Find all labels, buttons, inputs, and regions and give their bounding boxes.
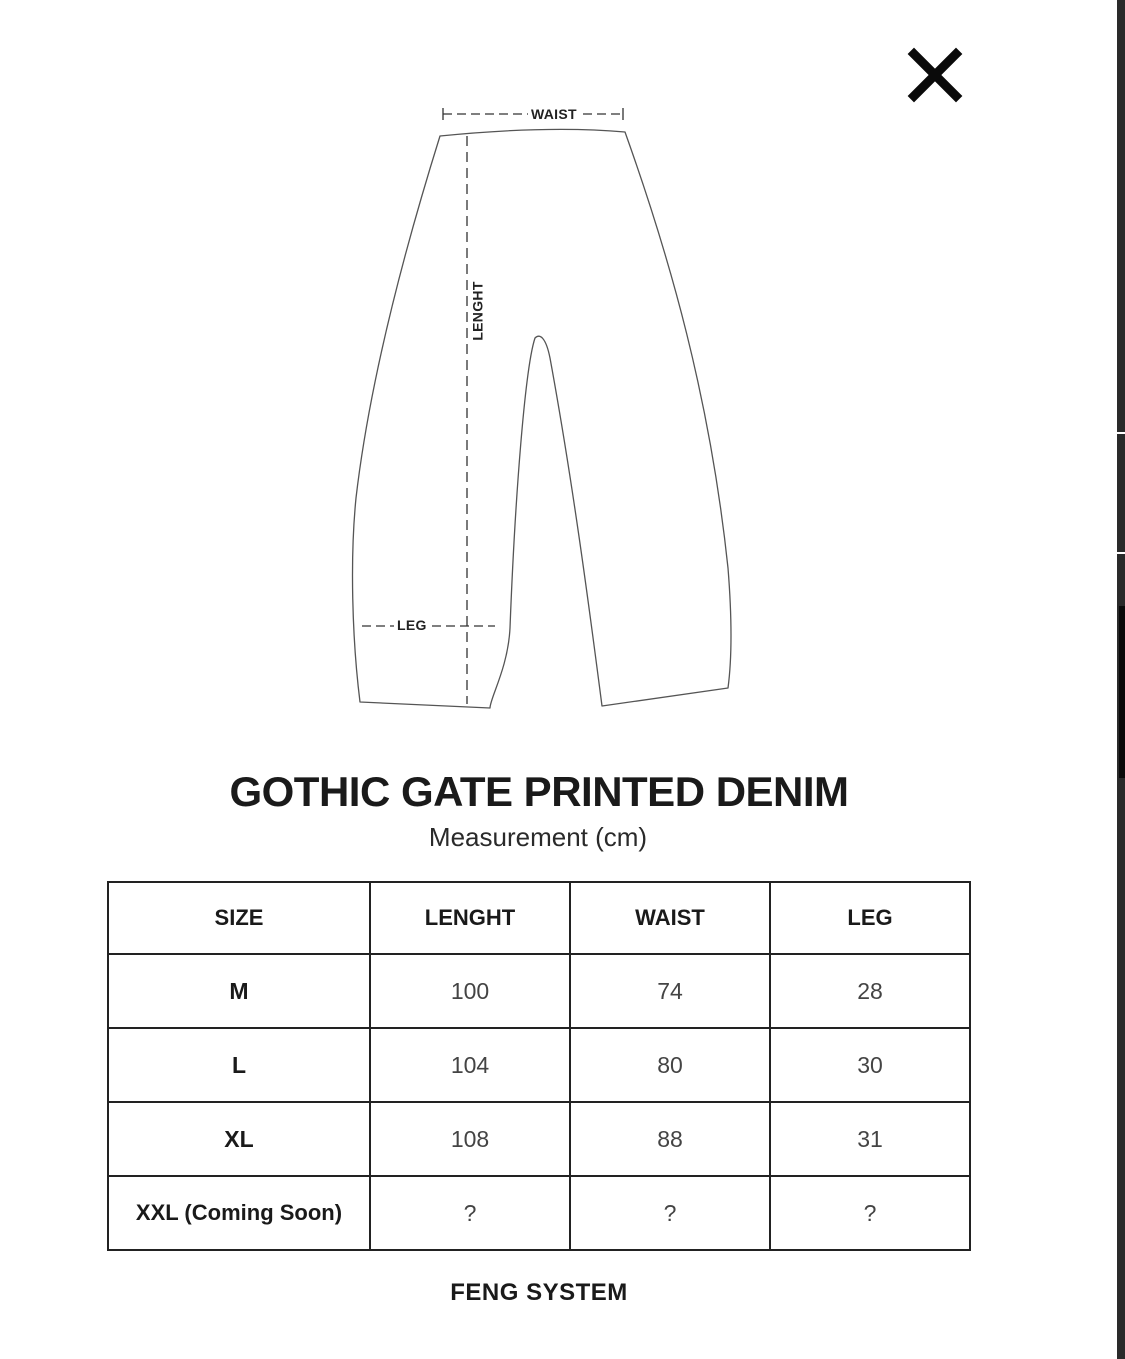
table-header-row (108, 882, 970, 954)
length-cell: 104 (370, 1028, 570, 1102)
header-leg: LEG (770, 882, 970, 954)
table-row (108, 1176, 970, 1250)
leg-cell: 28 (770, 954, 970, 1028)
measurement-unit-subtitle: Measurement (cm) (428, 822, 648, 852)
close-button[interactable] (906, 46, 964, 104)
size-cell: M (108, 954, 370, 1028)
leg-dimension-label: LEG (394, 617, 430, 633)
length-cell: 100 (370, 954, 570, 1028)
header-length: LENGHT (370, 882, 570, 954)
waist-cell: 74 (570, 954, 770, 1028)
table-row (108, 1028, 970, 1102)
header-size: SIZE (108, 882, 370, 954)
close-icon (906, 46, 964, 104)
scrollbar-thumb[interactable] (1119, 606, 1125, 778)
waist-cell: 88 (570, 1102, 770, 1176)
length-cell: ? (370, 1176, 570, 1250)
table-row (108, 954, 970, 1028)
waist-dimension-label: WAIST (528, 106, 580, 122)
size-chart-table (107, 881, 971, 1251)
waist-cell: ? (570, 1176, 770, 1250)
leg-cell: 30 (770, 1028, 970, 1102)
leg-cell: 31 (770, 1102, 970, 1176)
size-cell: L (108, 1028, 370, 1102)
brand-name: FENG SYSTEM (450, 1279, 628, 1306)
pants-measurement-diagram (340, 98, 750, 718)
table-row (108, 1102, 970, 1176)
waist-cell: 80 (570, 1028, 770, 1102)
size-cell: XXL (Coming Soon) (108, 1176, 370, 1250)
length-cell: 108 (370, 1102, 570, 1176)
product-title: GOTHIC GATE PRINTED DENIM (229, 768, 849, 815)
length-dimension-label: LENGHT (470, 278, 486, 343)
header-waist: WAIST (570, 882, 770, 954)
scrollbar-divider (1117, 552, 1125, 554)
size-cell: XL (108, 1102, 370, 1176)
leg-cell: ? (770, 1176, 970, 1250)
scrollbar-divider (1117, 432, 1125, 434)
